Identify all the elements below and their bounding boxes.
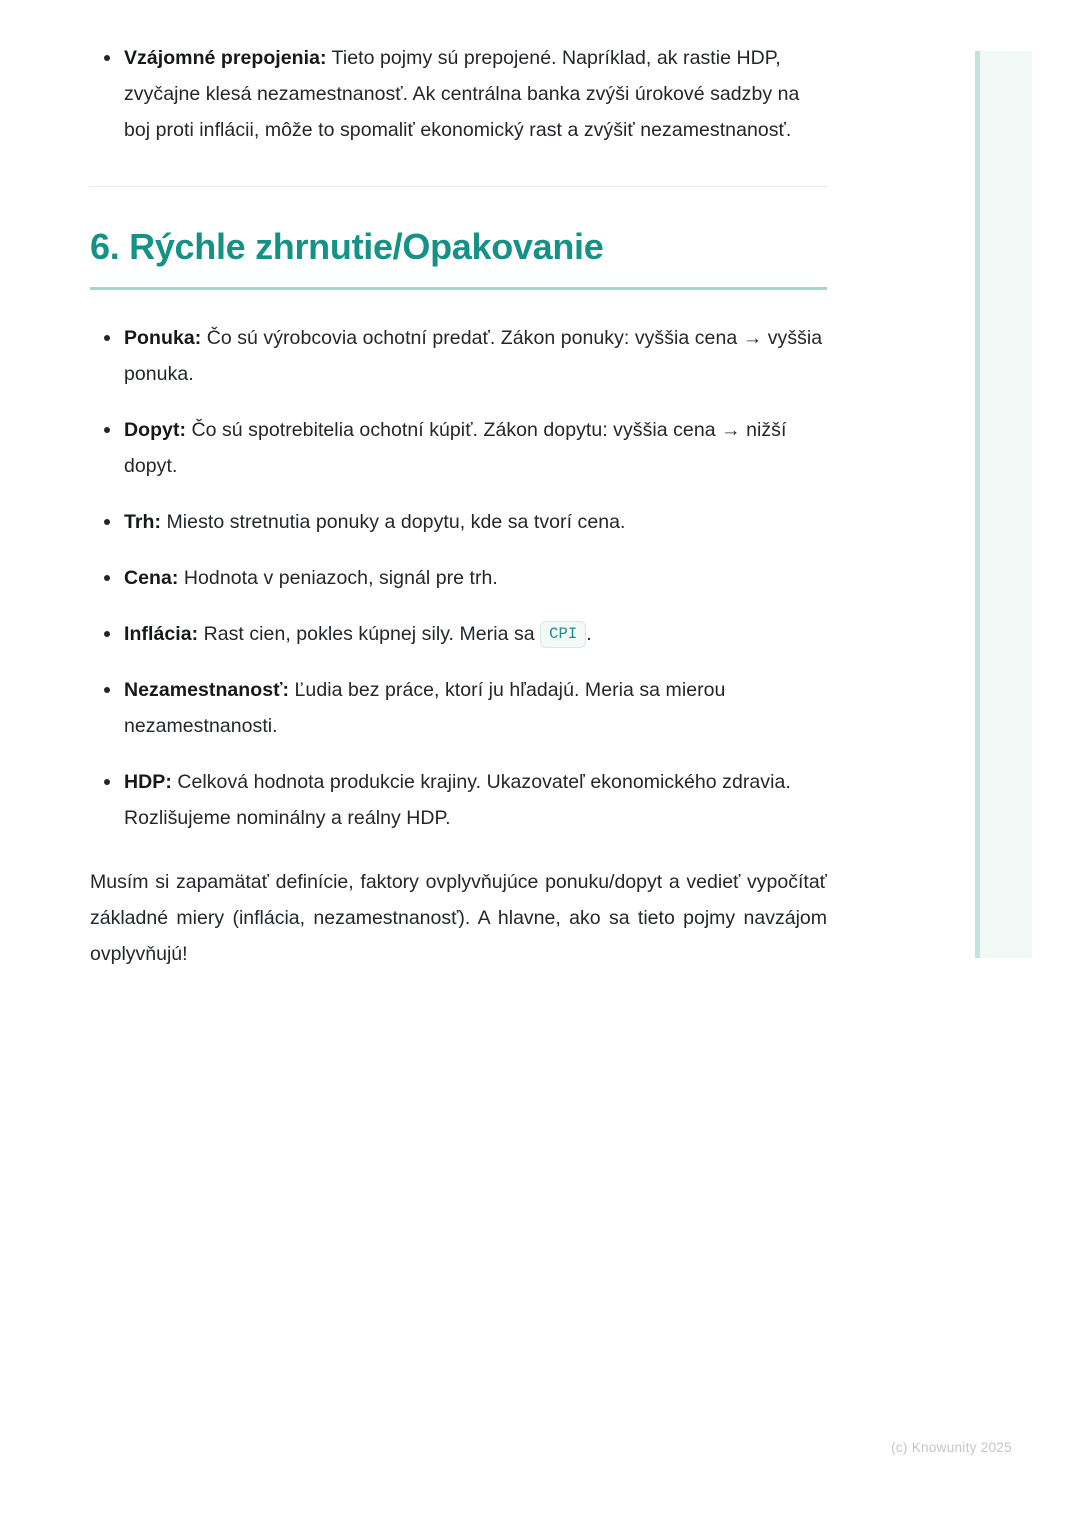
document-page bbox=[90, 40, 827, 972]
list-item bbox=[90, 320, 827, 392]
section-heading-underline bbox=[90, 287, 827, 290]
list-item bbox=[90, 672, 827, 744]
list-item-text: Hodnota v peniazoch, signál pre trh. bbox=[178, 567, 498, 589]
list-item bbox=[90, 616, 827, 652]
list-item bbox=[90, 560, 827, 596]
list-item bbox=[90, 764, 827, 836]
list-item bbox=[90, 504, 827, 540]
interconnections-list bbox=[90, 40, 827, 148]
copyright-text: (c) Knowunity 2025 bbox=[891, 1440, 1012, 1455]
list-item-lead: Trh: bbox=[124, 511, 162, 533]
closing-paragraph: Musím si zapamätať definície, faktory ovplyvňujúce ponuku/dopyt a vedieť vypočítať základné miery (inflácia, nezamestnanosť). A hlavne, ako sa tieto pojmy navzájom ovplyvňujú! bbox=[90, 871, 827, 965]
list-item-lead: Ponuka: bbox=[124, 327, 202, 349]
list-item-text: Miesto stretnutia ponuky a dopytu, kde sa tvorí cena. bbox=[161, 511, 626, 533]
list-item-text: Rast cien, pokles kúpnej sily. Meria sa bbox=[198, 623, 541, 645]
decorative-side-panel bbox=[975, 51, 1032, 958]
section-divider bbox=[90, 186, 827, 187]
list-item-text: Celková hodnota produkcie krajiny. Ukazovateľ ekonomického zdravia. Rozlišujeme nominálny a reálny HDP. bbox=[124, 771, 791, 829]
list-item bbox=[90, 40, 827, 148]
list-item-lead: HDP: bbox=[124, 771, 172, 793]
list-item-text: Čo sú výrobcovia ochotní predať. Zákon ponuky: vyššia cena → vyššia ponuka. bbox=[124, 327, 823, 385]
list-item-lead: Vzájomné prepojenia: bbox=[124, 47, 327, 69]
list-item-lead: Nezamestnanosť: bbox=[124, 679, 290, 701]
list-item-text-after: . bbox=[586, 623, 592, 645]
list-item-text: Ľudia bez práce, ktorí ju hľadajú. Meria sa mierou nezamestnanosti. bbox=[124, 679, 726, 737]
list-item-lead: Cena: bbox=[124, 567, 179, 589]
list-item-lead: Dopyt: bbox=[124, 419, 187, 441]
list-item-text: Tieto pojmy sú prepojené. Napríklad, ak rastie HDP, zvyčajne klesá nezamestnanosť. Ak centrálna banka zvýši úrokové sadzby na boj proti inflácii, môže to spomaliť ekonomický rast a zvýšiť nezamestnanosť. bbox=[124, 47, 800, 141]
footer bbox=[0, 1440, 1012, 1455]
list-item bbox=[90, 412, 827, 484]
list-item-lead: Inflácia: bbox=[124, 623, 199, 645]
list-item-text: Čo sú spotrebitelia ochotní kúpiť. Zákon dopytu: vyššia cena → nižší dopyt. bbox=[124, 419, 787, 477]
section-heading: 6. Rýchle zhrnutie/Opakovanie bbox=[90, 226, 604, 267]
cpi-code-chip: CPI bbox=[540, 621, 586, 648]
summary-list bbox=[90, 320, 827, 836]
